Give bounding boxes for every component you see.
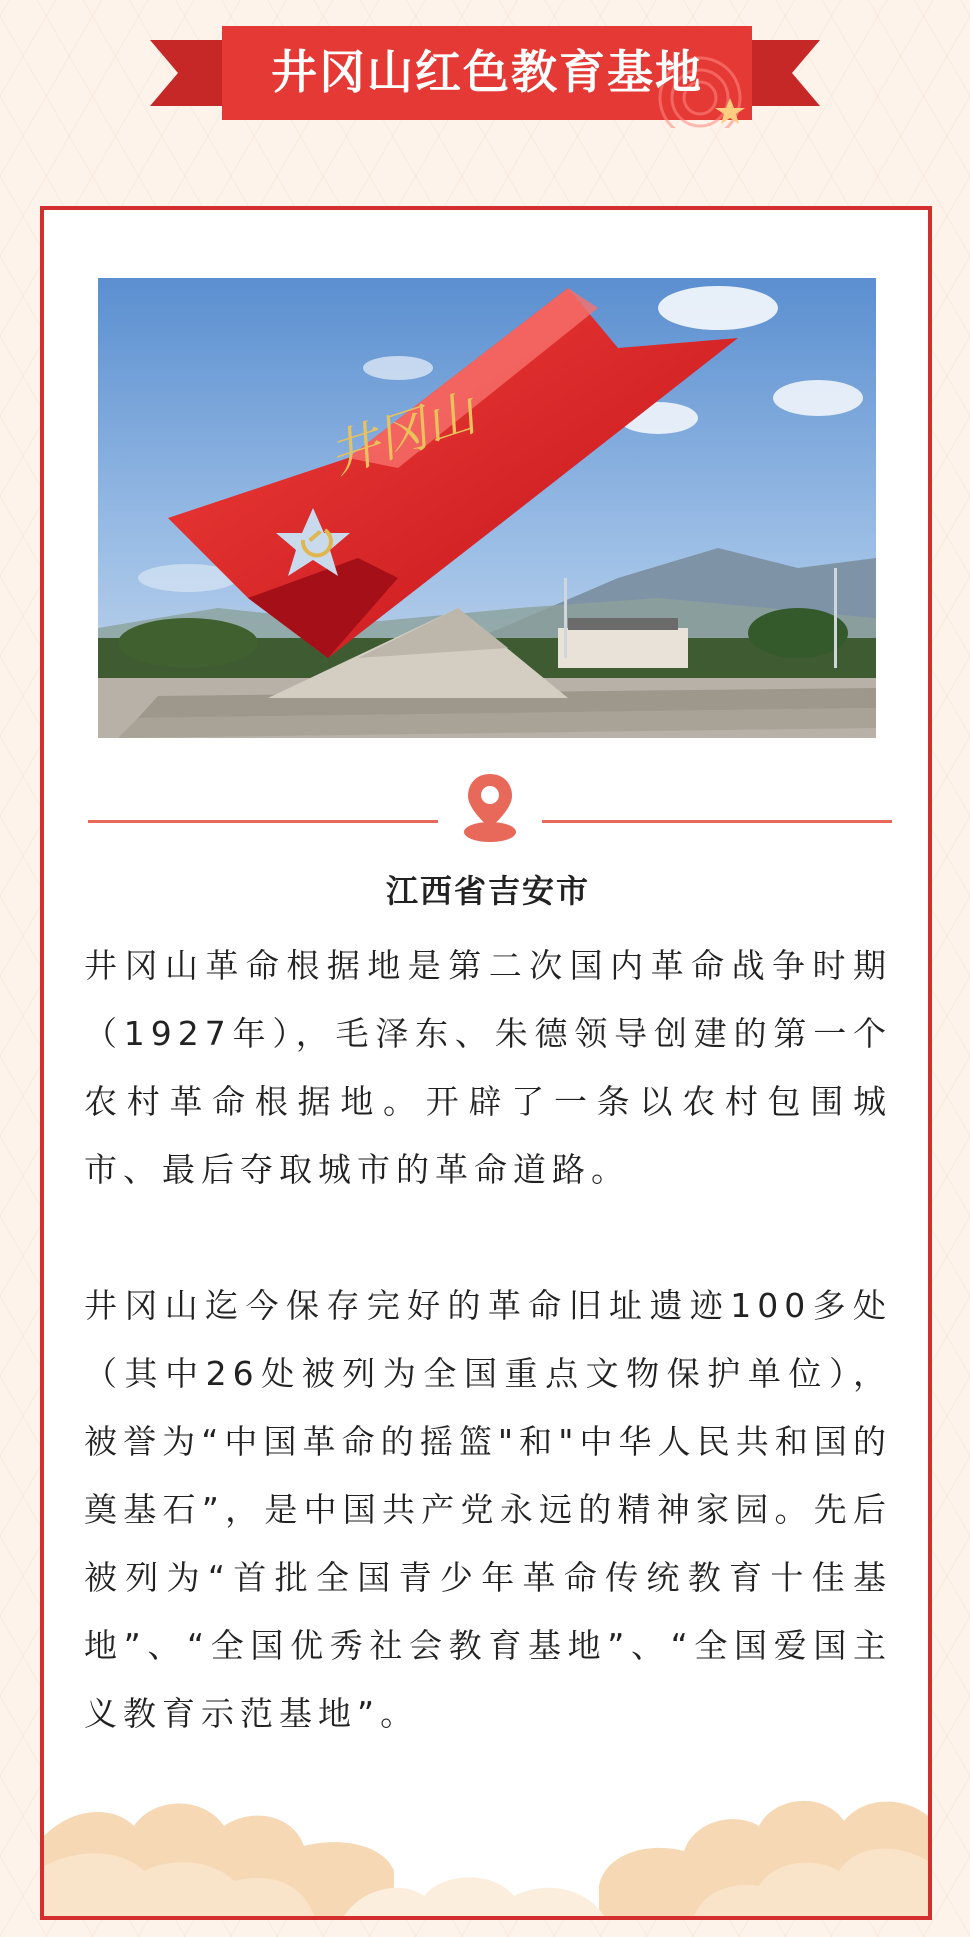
monument-sign-text: 井冈山 bbox=[321, 383, 483, 486]
divider-line-left bbox=[88, 820, 438, 823]
content-card bbox=[40, 206, 932, 1920]
location-title: 江西省吉安市 bbox=[385, 872, 590, 910]
description-paragraph-1: 井冈山革命根据地是第二次国内革命战争时期（1927年），毛泽东、朱德领导创建的第一个农村革命根据地。开辟了一条以农村包围城市、最后夺取城市的革命道路。 bbox=[84, 946, 892, 1189]
location-pin-icon bbox=[460, 770, 520, 844]
divider-line-right bbox=[542, 820, 892, 823]
monument-illustration bbox=[98, 278, 876, 738]
title-banner bbox=[0, 18, 970, 128]
cloud-decoration bbox=[44, 1776, 928, 1916]
page-title: 井冈山红色教育基地 bbox=[271, 45, 703, 99]
monument-photo bbox=[98, 278, 876, 738]
description-paragraph-2: 井冈山迄今保存完好的革命旧址遗迹100多处（其中26处被列为全国重点文物保护单位），被誉为“中国革命的摇篮"和"中华人民共和国的奠基石”，是中国共产党永远的精神家园。先后被列为“首批全国青少年革命传统教育十佳基地”、“全国优秀社会教育基地”、“全国爱国主义教育示范基地”。 bbox=[84, 1286, 892, 1733]
location-divider bbox=[88, 760, 892, 850]
